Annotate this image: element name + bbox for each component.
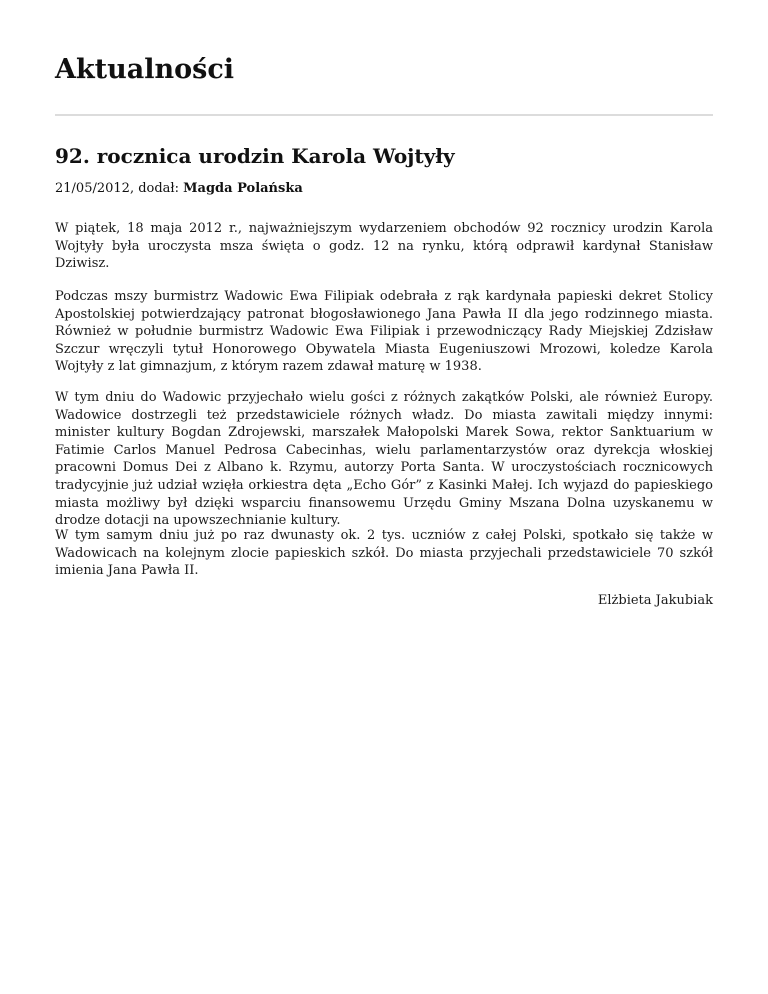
article-title: 92. rocznica urodzin Karola Wojtyły	[55, 144, 455, 168]
title-divider	[55, 114, 713, 116]
article-paragraph: W piątek, 18 maja 2012 r., najważniejszym wydarzeniem obchodów 92 rocznicy urodzin Karola Wojtyły była uroczysta msza święta o godz. 12 na rynku, którą odprawił kardynał Stanisław Dziwisz.	[55, 221, 713, 272]
added-by-label: , dodał:	[129, 181, 184, 196]
article-date: 21/05/2012	[55, 181, 130, 196]
article-paragraph: W tym samym dniu już po raz dwunasty ok. 2 tys. uczniów z całej Polski, spotkało się także w Wadowicach na kolejnym zlocie papieskich szkół. Do miasta przyjechali przedstawiciele 70 szkół imienia Jana Pawła II.	[55, 528, 713, 579]
article-signature: Elżbieta Jakubiak	[597, 593, 713, 608]
article-meta	[55, 180, 303, 198]
article-paragraph: W tym dniu do Wadowic przyjechało wielu gości z różnych zakątków Polski, ale również Europy. Wadowice dostrzegli też przedstawiciele różnych władz. Do miasta zawitali między innymi: minister kultury Bogdan Zdrojewski, marszałek Małopolski Marek Sowa, rektor Sanktuarium w Fatimie Carlos Manuel Pedrosa Cabecinhas, wielu parlamentarzystów oraz dyrekcja włoskiej pracowni Domus Dei z Albano k. Rzymu, autorzy Porta Santa. W uroczystościach rocznicowych tradycyjnie już udział wzięła orkiestra dęta „Echo Gór” z Kasinki Małej. Ich wyjazd do papieskiego miasta możliwy był dzięki wsparciu finansowemu Urzędu Gminy Mszana Dolna uzyskanemu w drodze dotacji na upowszechnianie kultury.	[55, 390, 713, 529]
section-title: Aktualności	[55, 54, 235, 85]
article-paragraph: Podczas mszy burmistrz Wadowic Ewa Filipiak odebrała z rąk kardynała papieski dekret Stolicy Apostolskiej potwierdzający patronat błogosławionego Jana Pawła II dla jego rodzinnego miasta. Również w południe burmistrz Wadowic Ewa Filipiak i przewodniczący Rady Miejskiej Zdzisław Szczur wręczyli tytuł Honorowego Obywatela Miasta Eugeniuszowi Mrozowi, koledze Karola Wojtyły z lat gimnazjum, z którym razem zdawał maturę w 1938.	[55, 289, 713, 375]
article-author: Magda Polańska	[183, 181, 303, 196]
